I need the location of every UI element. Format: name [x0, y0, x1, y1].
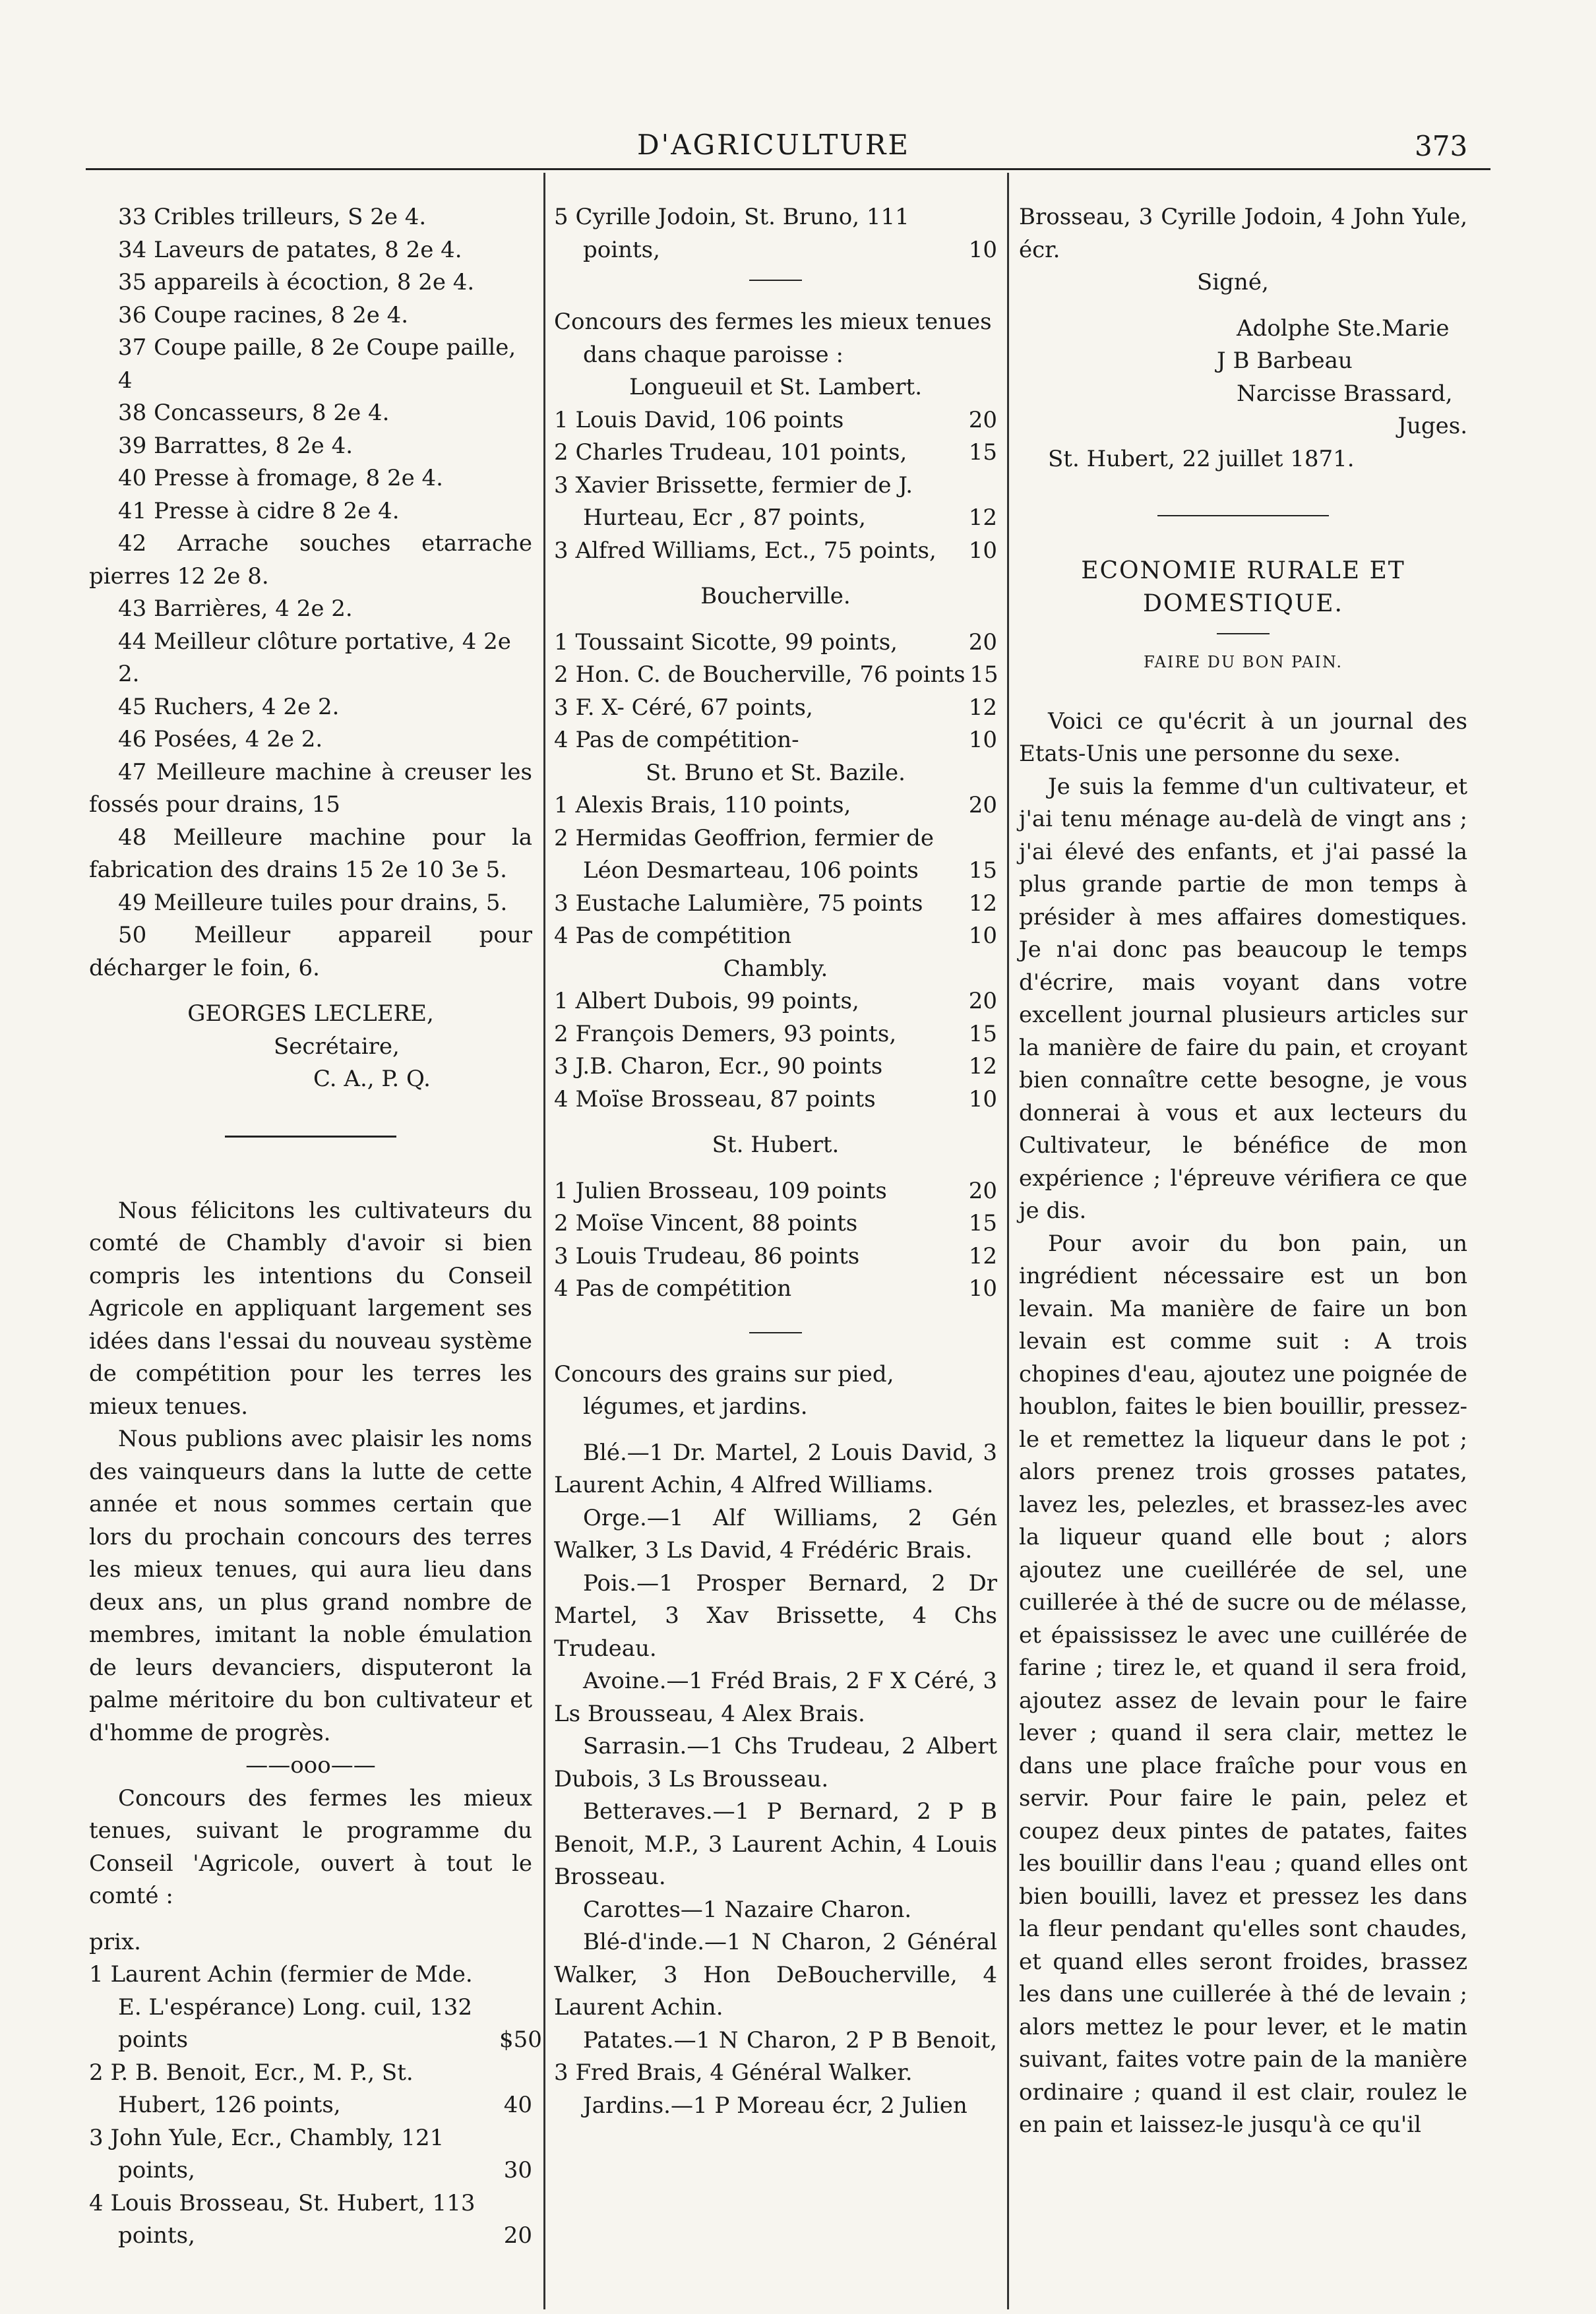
column-middle	[554, 201, 997, 2122]
column-divider	[543, 173, 545, 2309]
section-heading: Concours des grains sur pied, légumes, et jardins.	[554, 1360, 894, 1420]
list-item: 38 Concasseurs, 8 2e 4.	[118, 400, 390, 426]
table-row: 3 Eustache Lalumière, 75 points 12	[554, 890, 997, 917]
paragraph: Jardins.—1 P Moreau écr, 2 Julien	[583, 2092, 967, 2119]
table-row: 3 Xavier Brissette, fermier de J. Hurteau, Ecr , 87 points, 12	[554, 472, 997, 531]
column-left	[89, 201, 542, 2253]
list-item: 44 Meilleur clôture portative, 4 2e 2.	[118, 628, 511, 687]
column-right	[1019, 201, 1467, 2142]
table-row: 1 Laurent Achin (fermier de Mde. E. L'espérance) Long. cuil, 132 points $50	[89, 1961, 542, 2053]
table-row: 4 Pas de compétition 10	[554, 923, 997, 949]
table-row: 1 Albert Dubois, 99 points, 20	[554, 988, 997, 1014]
paragraph: Nous félicitons les cultivateurs du comté de Chambly d'avoir si bien compris les intentions du Conseil Agricole en appliquant largement ses idées dans l'essai du nouveau système de compétition pour les terres les mieux tenues.	[89, 1197, 532, 1420]
list-item: 43 Barrières, 4 2e 2.	[118, 595, 353, 622]
list-item: 35 appareils à écoction, 8 2e 4.	[118, 269, 475, 295]
paragraph: Patates.—1 N Charon, 2 P B Benoit, 3 Fred Brais, 4 Général Walker.	[554, 2026, 997, 2086]
table-row: 3 Alfred Williams, Ect., 75 points, 10	[554, 537, 997, 564]
table-row: 1 Julien Brosseau, 109 points 20	[554, 1177, 997, 1204]
section-rule	[89, 1122, 532, 1149]
paragraph: Blé.—1 Dr. Martel, 2 Louis David, 3 Laurent Achin, 4 Alfred Williams.	[554, 1439, 997, 1498]
prix-label: prix.	[89, 1928, 141, 1955]
list-item: 46 Posées, 4 2e 2.	[118, 726, 323, 752]
section-rule	[1019, 620, 1467, 646]
table-row: 5 Cyrille Jodoin, St. Bruno, 111 points, 10	[554, 204, 997, 263]
paragraph: Blé-d'inde.—1 N Charon, 2 Général Walker, 3 Hon DeBoucherville, 4 Laurent Achin.	[554, 1929, 997, 2021]
table-row: 1 Louis David, 106 points 20	[554, 406, 997, 433]
list-item: 47 Meilleure machine à creuser les fossés pour drains, 15	[89, 758, 532, 818]
parish-heading: St. Hubert.	[712, 1132, 840, 1158]
paragraph: Nous publions avec plaisir les noms des vainqueurs dans la lutte de cette année et nous sommes certain que lors du prochain concours des terres les mieux tenues, qui aura lieu dans deux ans, un plus grand nombre de membres, imitant la noble émulation de leurs devanciers, disputeront la palme méritoire du bon cultivateur et d'homme de progrès.	[89, 1426, 532, 1746]
table-row: 2 Moïse Vincent, 88 points 15	[554, 1210, 997, 1236]
parish-heading: Longueuil et St. Lambert.	[629, 374, 923, 400]
article-subtitle: FAIRE DU BON PAIN.	[1144, 653, 1343, 671]
table-row: 2 Charles Trudeau, 101 points, 15	[554, 439, 997, 466]
list-item: 34 Laveurs de patates, 8 2e 4.	[118, 236, 462, 263]
list-item: 50 Meilleur appareil pour décharger le foin, 6.	[89, 922, 532, 981]
list-item: 49 Meilleure tuiles pour drains, 5.	[118, 889, 508, 916]
table-row: 1 Toussaint Sicotte, 99 points, 20	[554, 628, 997, 655]
table-row: 4 Moïse Brosseau, 87 points 10	[554, 1085, 997, 1112]
list-item: 33 Cribles trilleurs, S 2e 4.	[118, 204, 427, 230]
page-header	[0, 0, 1596, 162]
running-title: D'AGRICULTURE	[637, 129, 911, 161]
table-row: 4 Louis Brosseau, St. Hubert, 113 points, 20	[89, 2189, 532, 2249]
paragraph: Carottes—1 Nazaire Charon.	[583, 1896, 912, 1923]
parish-heading: St. Bruno et St. Bazile.	[646, 759, 905, 786]
table-row: 2 François Demers, 93 points, 15	[554, 1020, 997, 1047]
judges-label: Juges.	[1397, 413, 1467, 439]
table-row: 2 Hon. C. de Boucherville, 76 points 15	[554, 661, 998, 688]
signed-label: Signé,	[1197, 269, 1269, 295]
table-row: 3 Louis Trudeau, 86 points 12	[554, 1242, 997, 1269]
list-item: 42 Arrache souches etarrache pierres 12 2e 8.	[89, 530, 532, 590]
page-number: 373	[1415, 130, 1468, 162]
paragraph: Orge.—1 Alf Williams, 2 Gén Walker, 3 Ls David, 4 Frédéric Brais.	[554, 1504, 997, 1564]
table-row: 1 Alexis Brais, 110 points, 20	[554, 792, 997, 818]
list-item: 41 Presse à cidre 8 2e 4.	[118, 497, 400, 524]
signature-name: GEORGES LECLERE,	[187, 1000, 434, 1027]
judge-name: Adolphe Ste.Marie	[1237, 315, 1450, 342]
paragraph: Betteraves.—1 P Bernard, 2 P B Benoit, M.P., 3 Laurent Achin, 4 Louis Brosseau.	[554, 1798, 997, 1890]
date-line: St. Hubert, 22 juillet 1871.	[1048, 445, 1355, 472]
paragraph: Je suis la femme d'un cultivateur, et j'ai tenu ménage au-delà de vingt ans ; j'ai élevé des enfants, et j'ai passé la plus grande partie de mon temps à présider à mes affaires domestiques. Je n'ai donc pas beaucoup le temps d'écrire, mais voyant dans votre excellent journal plusieurs articles sur la manière de faire du pain, et croyant bien connaître cette besogne, je vous donnerai à vous et aux lecteurs du Cultivateur, le bénéfice de mon expérience ; l'épreuve vérifiera ce que je dis.	[1019, 773, 1467, 1224]
paragraph: Voici ce qu'écrit à un journal des Etats-Unis une personne du sexe.	[1019, 708, 1467, 767]
ornament: ——ooo——	[245, 1752, 376, 1779]
list-item: 48 Meilleure machine pour la fabrication des drains 15 2e 10 3e 5.	[89, 824, 532, 883]
section-title: ECONOMIE RURALE ET DOMESTIQUE.	[1081, 557, 1405, 617]
paragraph: Avoine.—1 Fréd Brais, 2 F X Céré, 3 Ls Brousseau, 4 Alex Brais.	[554, 1668, 997, 1727]
table-row: 4 Pas de compétition 10	[554, 1275, 997, 1302]
section-heading: Concours des fermes les mieux tenues, suivant le programme du Conseil 'Agricole, ouvert à tout le comté :	[89, 1784, 532, 1909]
paragraph: Pour avoir du bon pain, un ingrédient nécessaire est un bon levain. Ma manière de faire un bon levain est comme suit : A trois chopines d'eau, ajoutez une poignée de houblon, faites le bien bouillir, pressez-le et remettez la liqueur dans le pot ; alors prenez trois grosses patates, lavez les, pelezles, et brassez-les avec la liqueur quand elle bout ; alors ajoutez une cueillérée de sel, une cuillerée à thé de sucre ou de mélasse, et épaississez le avec une cuillérée de farine ; tirez le, et quand il sera froid, ajoutez assez de levain pour le faire lever ; quand il sera clair, mettez le dans une place fraîche pour vous en servir. Pour faire le pain, pelez et coupez deux pintes de patates, faites les bouillir dans l'eau ; quand elles ont bien bouilli, lavez et pressez les dans la fleur pendant qu'elles sont chaudes, et quand elles seront froides, brassez les dans une cuillerée à thé de levain ; alors mettez le pour lever, et le matin suivant, faites votre pain de la manière ordinaire ; quand il est clair, roulez le en pain et laissez-le jusqu'à ce qu'il	[1019, 1230, 1467, 2138]
section-heading: Concours des fermes les mieux tenues dans chaque paroisse :	[554, 309, 992, 368]
list-item: 39 Barrattes, 8 2e 4.	[118, 432, 353, 459]
paragraph: Pois.—1 Prosper Bernard, 2 Dr Martel, 3 Xav Brissette, 4 Chs Trudeau.	[554, 1569, 997, 1662]
table-row: 3 John Yule, Ecr., Chambly, 121 points, 30	[89, 2124, 532, 2183]
column-divider	[1007, 173, 1009, 2309]
table-row: 2 Hermidas Geoffrion, fermier de Léon Desmarteau, 106 points 15	[554, 824, 997, 884]
section-rule	[554, 266, 997, 293]
signature-title: Secrétaire,	[274, 1033, 400, 1060]
list-item: 45 Ruchers, 4 2e 2.	[118, 693, 340, 720]
judge-name: J B Barbeau	[1217, 348, 1353, 374]
list-item: 36 Coupe racines, 8 2e 4.	[118, 301, 409, 328]
header-rule	[86, 168, 1490, 170]
parish-heading: Chambly.	[723, 955, 828, 982]
table-row: 3 F. X- Céré, 67 points, 12	[554, 694, 997, 721]
table-row: 3 J.B. Charon, Ecr., 90 points 12	[554, 1053, 997, 1080]
paragraph: Sarrasin.—1 Chs Trudeau, 2 Albert Dubois, 3 Ls Brousseau.	[554, 1733, 997, 1792]
table-row: 2 P. B. Benoit, Ecr., M. P., St. Hubert, 126 points, 40	[89, 2059, 532, 2118]
section-rule	[1019, 502, 1467, 528]
parish-heading: Boucherville.	[700, 583, 851, 609]
judge-name: Narcisse Brassard,	[1237, 380, 1453, 407]
paragraph: Brosseau, 3 Cyrille Jodoin, 4 John Yule, écr.	[1019, 204, 1467, 263]
section-rule	[554, 1319, 997, 1345]
list-item: 37 Coupe paille, 8 2e Coupe paille, 4	[118, 334, 516, 394]
list-item: 40 Presse à fromage, 8 2e 4.	[118, 465, 443, 491]
table-row: 4 Pas de compétition- 10	[554, 727, 997, 753]
signature-org: C. A., P. Q.	[313, 1066, 431, 1092]
